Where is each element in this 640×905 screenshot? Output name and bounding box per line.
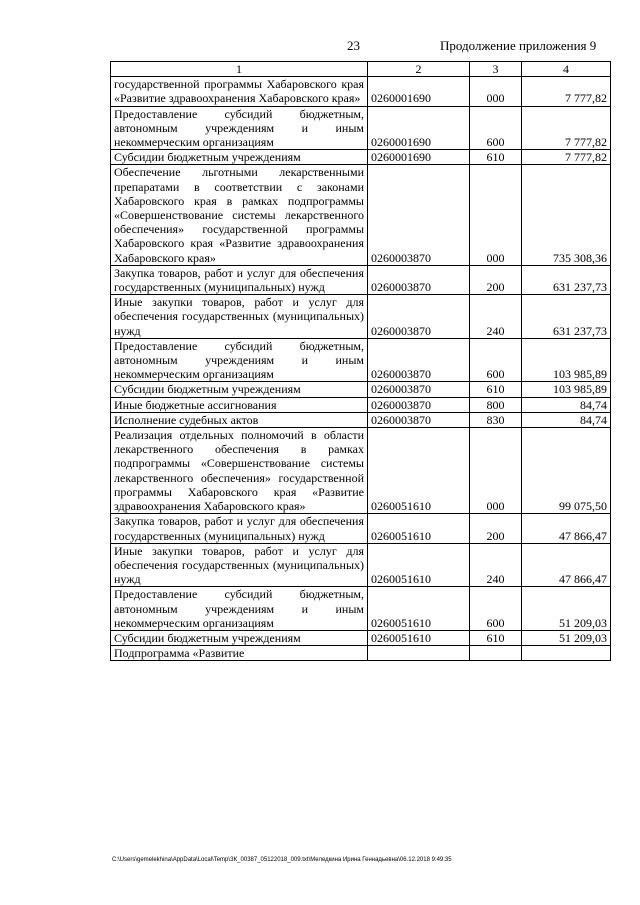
row-type-cell: 000 (470, 77, 522, 106)
row-name-cell: Иные закупки товаров, работ и услуг для обеспечения государственных (муниципальных) нужд (111, 295, 368, 339)
row-amount-cell: 99 075,50 (522, 428, 611, 514)
row-name-cell: Обеспечение льготными лекарственными препаратами в соответствии с законами Хабаровского края в рамках подпрограммы «Совершенствование системы лекарственного обеспечения» государственной программы Хабаровского края «Развитие здравоохранения Хабаровского края» (111, 165, 368, 265)
column-header: 2 (368, 62, 470, 77)
row-code-cell: 0260003870 (368, 295, 470, 339)
row-code-cell: 0260003870 (368, 265, 470, 294)
row-name-cell: Закупка товаров, работ и услуг для обеспечения государственных (муниципальных) нужд (111, 514, 368, 543)
row-amount-cell: 7 777,82 (522, 150, 611, 165)
row-name-cell: Субсидии бюджетным учреждениям (111, 382, 368, 397)
row-amount-cell: 51 209,03 (522, 630, 611, 645)
row-name-cell: Закупка товаров, работ и услуг для обеспечения государственных (муниципальных) нужд (111, 265, 368, 294)
row-name-cell: Предоставление субсидий бюджетным, автономным учреждениям и иным некоммерческим организациям (111, 338, 368, 382)
row-name-cell: Исполнение судебных актов (111, 412, 368, 427)
row-type-cell: 610 (470, 382, 522, 397)
row-code-cell: 0260001690 (368, 150, 470, 165)
row-code-cell: 0260051610 (368, 514, 470, 543)
budget-table (110, 61, 611, 661)
table-row (111, 77, 611, 106)
row-code-cell: 0260003870 (368, 382, 470, 397)
column-header: 1 (111, 62, 368, 77)
row-type-cell: 830 (470, 412, 522, 427)
file-path-footer: C:\Users\gemelekhina\AppData\Local\Temp\ЗК_00387_05122018_009.txt\Меледкина Ирина Геннадьевна\06.12.2018 9:49:35 (112, 857, 452, 863)
row-code-cell: 0260051610 (368, 428, 470, 514)
table-row (111, 630, 611, 645)
table-row (111, 543, 611, 587)
row-type-cell: 800 (470, 397, 522, 412)
table-row (111, 646, 611, 661)
row-code-cell: 0260051610 (368, 630, 470, 645)
row-code-cell: 0260051610 (368, 587, 470, 631)
row-code-cell (368, 646, 470, 661)
row-name-cell: Иные закупки товаров, работ и услуг для обеспечения государственных (муниципальных) нужд (111, 543, 368, 587)
row-type-cell: 600 (470, 587, 522, 631)
row-amount-cell: 7 777,82 (522, 77, 611, 106)
row-amount-cell: 84,74 (522, 397, 611, 412)
row-type-cell: 600 (470, 106, 522, 150)
row-amount-cell: 631 237,73 (522, 295, 611, 339)
row-name-cell: Реализация отдельных полномочий в области лекарственного обеспечения в рамках подпрограммы «Совершенствование системы лекарственного обеспечения» государственной программы Хабаровского края «Развитие здравоохранения Хабаровского края» (111, 428, 368, 514)
row-name-cell: Предоставление субсидий бюджетным, автономным учреждениям и иным некоммерческим организациям (111, 106, 368, 150)
table-row (111, 412, 611, 427)
row-amount-cell: 47 866,47 (522, 514, 611, 543)
table-row (111, 265, 611, 294)
row-type-cell: 240 (470, 295, 522, 339)
row-name-cell: государственной программы Хабаровского края «Развитие здравоохранения Хабаровского края» (111, 77, 368, 106)
row-name-cell: Иные бюджетные ассигнования (111, 397, 368, 412)
table-header-row (111, 62, 611, 77)
row-type-cell: 000 (470, 165, 522, 265)
row-code-cell: 0260003870 (368, 165, 470, 265)
row-code-cell: 0260051610 (368, 543, 470, 587)
row-type-cell: 200 (470, 514, 522, 543)
table-row (111, 397, 611, 412)
row-code-cell: 0260003870 (368, 412, 470, 427)
continuation-label: Продолжение приложения 9 (440, 38, 597, 53)
row-amount-cell: 735 308,36 (522, 165, 611, 265)
row-amount-cell: 631 237,73 (522, 265, 611, 294)
row-name-cell: Подпрограмма «Развитие (111, 646, 368, 661)
row-type-cell (470, 646, 522, 661)
row-type-cell: 610 (470, 630, 522, 645)
column-header: 4 (522, 62, 611, 77)
row-code-cell: 0260001690 (368, 106, 470, 150)
row-type-cell: 000 (470, 428, 522, 514)
row-code-cell: 0260001690 (368, 77, 470, 106)
row-name-cell: Субсидии бюджетным учреждениям (111, 150, 368, 165)
row-type-cell: 200 (470, 265, 522, 294)
row-amount-cell: 103 985,89 (522, 382, 611, 397)
table-row (111, 514, 611, 543)
table-row (111, 587, 611, 631)
column-header: 3 (470, 62, 522, 77)
row-type-cell: 600 (470, 338, 522, 382)
table-row (111, 382, 611, 397)
row-amount-cell: 51 209,03 (522, 587, 611, 631)
table-row (111, 338, 611, 382)
row-code-cell: 0260003870 (368, 397, 470, 412)
row-name-cell: Предоставление субсидий бюджетным, автономным учреждениям и иным некоммерческим организациям (111, 587, 368, 631)
row-amount-cell: 7 777,82 (522, 106, 611, 150)
row-amount-cell: 47 866,47 (522, 543, 611, 587)
row-amount-cell: 84,74 (522, 412, 611, 427)
row-amount-cell (522, 646, 611, 661)
row-code-cell: 0260003870 (368, 338, 470, 382)
table-row (111, 165, 611, 265)
table-row (111, 295, 611, 339)
table-row (111, 150, 611, 165)
row-name-cell: Субсидии бюджетным учреждениям (111, 630, 368, 645)
row-type-cell: 610 (470, 150, 522, 165)
table-row (111, 428, 611, 514)
row-type-cell: 240 (470, 543, 522, 587)
page-number: 23 (347, 38, 360, 53)
row-amount-cell: 103 985,89 (522, 338, 611, 382)
table-row (111, 106, 611, 150)
